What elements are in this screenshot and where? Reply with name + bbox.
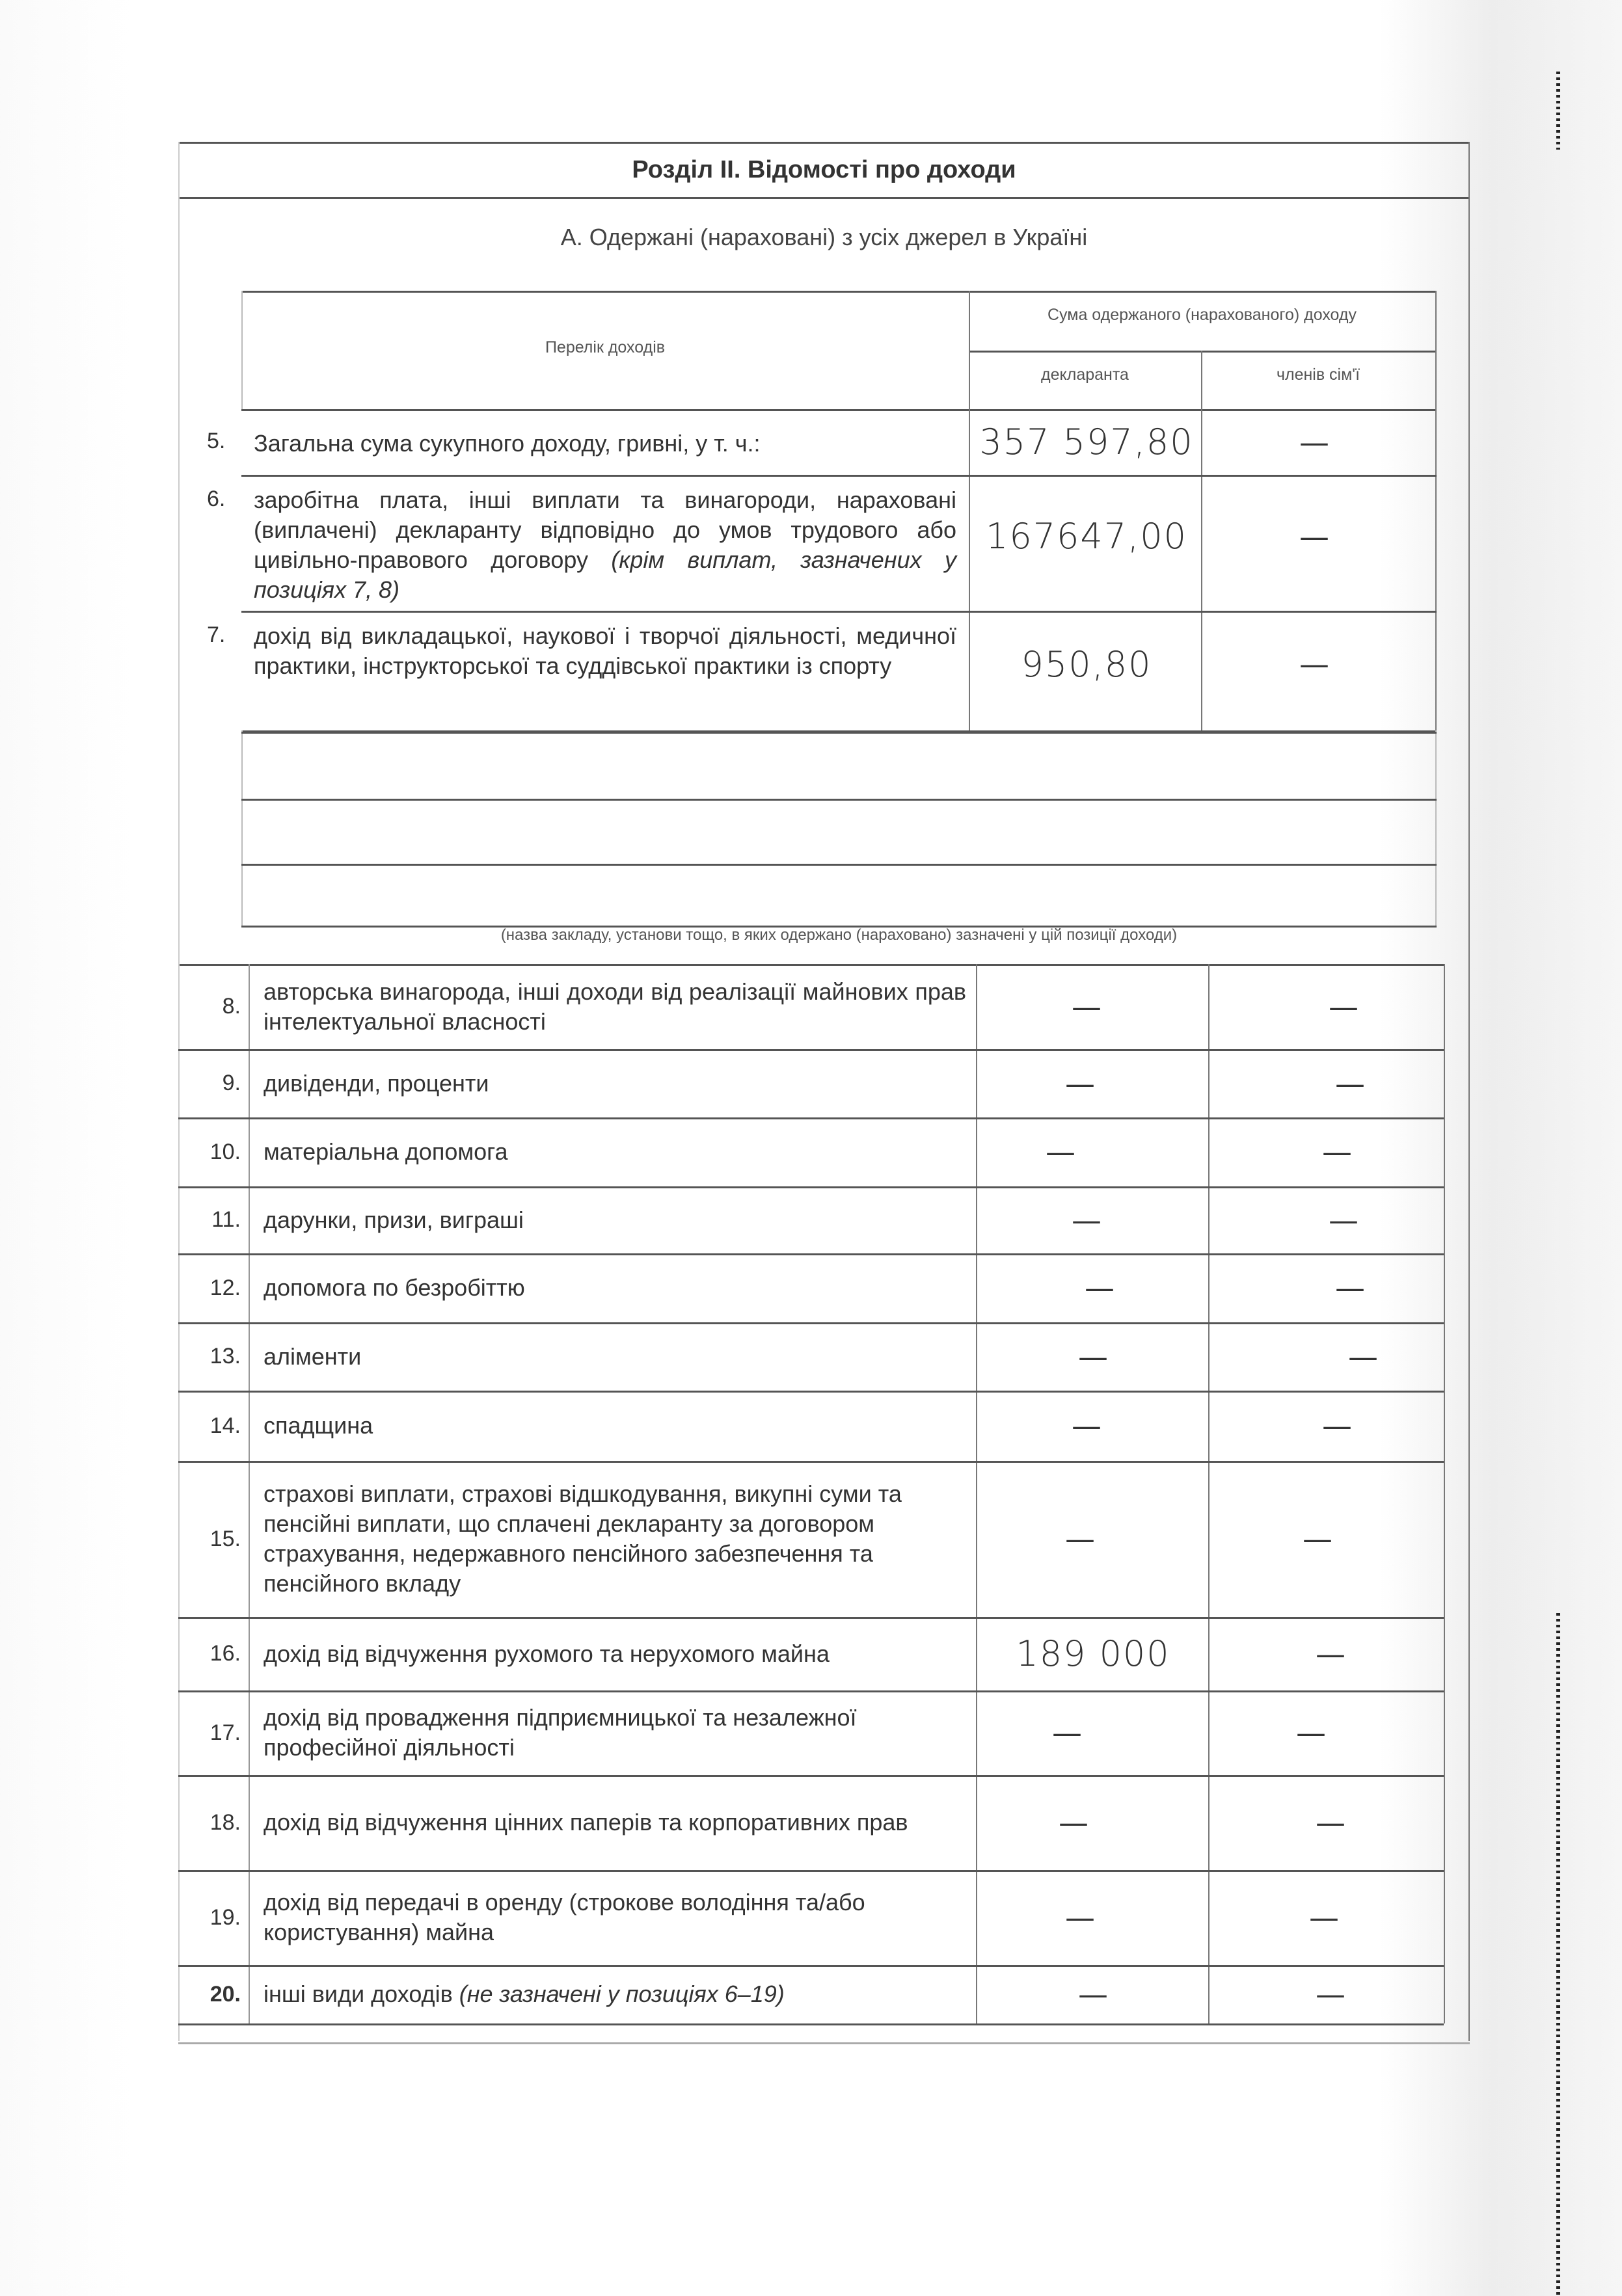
row-description bbox=[264, 1049, 966, 1117]
row-number: 16. bbox=[210, 1641, 241, 1666]
row-number: 10. bbox=[210, 1139, 241, 1164]
family-amount[interactable]: — bbox=[1316, 1805, 1345, 1840]
row-text: заробітна плата, інші виплати та винагороди, нараховані (виплачені) декларанту відповідно до умов трудового або цивільно-правового договору bbox=[254, 487, 956, 573]
family-amount[interactable]: — bbox=[1299, 518, 1329, 554]
family-amount[interactable]: — bbox=[1329, 1202, 1358, 1238]
row-text: аліменти bbox=[264, 1342, 362, 1370]
declarant-amount[interactable]: — bbox=[1046, 1134, 1075, 1169]
frame-right-line bbox=[1468, 142, 1470, 2041]
declarant-amount[interactable]: — bbox=[1085, 1270, 1115, 1305]
header-family: членів сім'ї bbox=[1276, 366, 1360, 384]
row-number: 12. bbox=[210, 1275, 241, 1300]
row-text: дохід від провадження підприємницької та незалежної професійної діяльності bbox=[264, 1704, 857, 1761]
row-divider bbox=[178, 2023, 1444, 2025]
row-text: страхові виплати, страхові відшкодування, викупні суми та пенсійні виплати, що сплачені декларанту за договором страхування, недержавного пенсійного забезпечення та пенсійного вкладу bbox=[264, 1480, 902, 1597]
declarant-amount[interactable]: 357 597,80 bbox=[979, 421, 1194, 462]
row-text: інші види доходів bbox=[264, 1981, 453, 2007]
row-text: дохід від викладацької, наукової і творчої діяльності, медичної практики, інструкторської та суддівської практики із спорту bbox=[254, 622, 956, 679]
row-number: 14. bbox=[210, 1413, 241, 1438]
family-amount[interactable]: — bbox=[1303, 1521, 1332, 1556]
section-title: Розділ ІІ. Відомості про доходи bbox=[632, 156, 1016, 183]
row-number: 13. bbox=[210, 1344, 241, 1368]
row-description bbox=[264, 1186, 966, 1253]
subsection-title: А. Одержані (нараховані) з усіх джерел в Україні bbox=[560, 224, 1088, 250]
column-divider bbox=[249, 964, 250, 2023]
frame-top-line bbox=[178, 142, 1470, 144]
declarant-amount[interactable]: — bbox=[1065, 1065, 1095, 1101]
row-text: допомога по безробіттю bbox=[264, 1274, 525, 1301]
declarant-amount[interactable]: — bbox=[1072, 1408, 1102, 1443]
row-description bbox=[264, 1117, 966, 1186]
header-income-list: Перелік доходів bbox=[545, 338, 666, 356]
family-amount[interactable]: — bbox=[1329, 989, 1358, 1024]
row-description bbox=[264, 1870, 966, 1965]
row-description bbox=[254, 621, 956, 681]
row-description bbox=[264, 1617, 966, 1690]
family-amount[interactable]: — bbox=[1335, 1065, 1365, 1101]
row-text: Загальна сума сукупного доходу, гривні, у т. ч.: bbox=[254, 430, 761, 457]
row-number: 9. bbox=[222, 1071, 241, 1095]
family-amount[interactable]: — bbox=[1322, 1408, 1352, 1443]
row-number: 6. bbox=[207, 487, 226, 511]
row-description bbox=[254, 429, 956, 459]
row-description bbox=[264, 1322, 966, 1391]
family-amount[interactable]: — bbox=[1335, 1270, 1365, 1305]
column-divider bbox=[178, 964, 180, 2023]
declarant-amount[interactable]: — bbox=[1072, 1202, 1102, 1238]
row-text: дарунки, призи, виграші bbox=[264, 1206, 524, 1233]
row-divider bbox=[241, 611, 1437, 613]
row-text: авторська винагорода, інші доходи від реалізації майнових прав інтелектуальної власності bbox=[264, 978, 966, 1035]
declarant-amount[interactable]: — bbox=[1078, 1339, 1108, 1374]
row-number: 20. bbox=[210, 1981, 241, 2007]
row-divider bbox=[241, 475, 1437, 477]
row-description bbox=[264, 964, 966, 1049]
row-number: 5. bbox=[207, 429, 226, 453]
row-description bbox=[264, 1965, 966, 2023]
row-number: 19. bbox=[210, 1904, 241, 1930]
row-number: 18. bbox=[210, 1809, 241, 1835]
header-declarant: декларанта bbox=[1041, 366, 1129, 384]
family-amount[interactable]: — bbox=[1296, 1715, 1326, 1750]
family-amount[interactable]: — bbox=[1299, 424, 1329, 460]
row-text: дохід від відчуження рухомого та нерухомого майна bbox=[264, 1640, 830, 1667]
family-amount[interactable]: — bbox=[1316, 1977, 1345, 2012]
declarant-amount[interactable]: — bbox=[1065, 1900, 1095, 1935]
row-text: дохід від передачі в оренду (строкове володіння та/або користування) майна bbox=[264, 1889, 865, 1945]
title-row-line bbox=[178, 197, 1470, 199]
row-text: дохід від відчуження цінних паперів та корпоративних прав bbox=[264, 1809, 908, 1835]
institution-line[interactable] bbox=[241, 732, 1437, 734]
row-number: 17. bbox=[210, 1720, 241, 1745]
row-description bbox=[264, 1253, 966, 1322]
frame-bottom-line bbox=[178, 2042, 1470, 2044]
row-text-note: (крім виплат, зазначених у позиціях 7, 8) bbox=[254, 546, 956, 603]
header-income-sum: Сума одержаного (нарахованого) доходу bbox=[1047, 306, 1357, 324]
family-amount[interactable]: — bbox=[1299, 647, 1329, 682]
row-description bbox=[264, 1775, 966, 1870]
declarant-amount[interactable]: 167647,00 bbox=[985, 516, 1188, 557]
row-text: дивіденди, проценти bbox=[264, 1069, 489, 1097]
family-amount[interactable]: — bbox=[1322, 1134, 1352, 1169]
row-number: 7. bbox=[207, 622, 226, 647]
family-amount[interactable]: — bbox=[1316, 1636, 1345, 1672]
family-amount[interactable]: — bbox=[1348, 1339, 1378, 1374]
row-description bbox=[254, 485, 956, 605]
institution-line[interactable] bbox=[241, 799, 1437, 801]
row-description bbox=[264, 1391, 966, 1461]
institution-caption: (назва закладу, установи тощо, в яких одержано (нараховано) зазначені у цій позиції доходи) bbox=[500, 926, 1178, 944]
family-amount[interactable]: — bbox=[1309, 1900, 1339, 1935]
declarant-amount[interactable]: — bbox=[1078, 1977, 1108, 2012]
row-text: матеріальна допомога bbox=[264, 1138, 508, 1165]
declarant-amount[interactable]: — bbox=[1052, 1715, 1082, 1750]
institution-line[interactable] bbox=[241, 864, 1437, 866]
row-text: спадщина bbox=[264, 1412, 373, 1439]
column-divider bbox=[1208, 964, 1210, 2023]
declarant-amount[interactable]: 950,80 bbox=[1021, 643, 1152, 685]
declarant-amount[interactable]: — bbox=[1072, 989, 1102, 1024]
scan-edge-marks bbox=[1556, 1613, 1560, 2296]
row-number: 8. bbox=[222, 994, 241, 1019]
scan-edge-marks bbox=[1556, 72, 1560, 150]
row-number: 11. bbox=[211, 1207, 241, 1232]
row-description bbox=[264, 1461, 966, 1617]
row-text-note: (не зазначені у позиціях 6–19) bbox=[459, 1981, 785, 2007]
declarant-amount[interactable]: 189 000 bbox=[1016, 1633, 1170, 1674]
row-description bbox=[264, 1690, 966, 1775]
declarant-amount[interactable]: — bbox=[1065, 1521, 1095, 1556]
row-number: 15. bbox=[210, 1526, 241, 1551]
declarant-amount[interactable]: — bbox=[1059, 1805, 1088, 1840]
